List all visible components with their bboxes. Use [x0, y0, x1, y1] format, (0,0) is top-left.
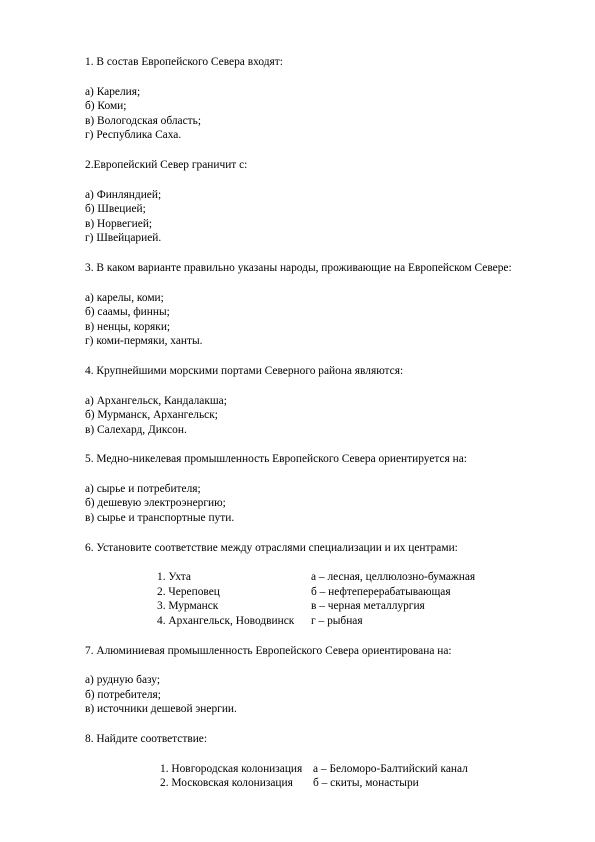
question-3-options: [85, 291, 545, 349]
question-2-options: [85, 188, 545, 246]
option: б) саамы, финны;: [85, 306, 170, 319]
option: в) ненцы, коряки;: [85, 320, 171, 333]
option: а) Карелия;: [85, 85, 141, 98]
match-right: а – лесная, целлюлозно-бумажная: [311, 571, 476, 584]
option: б) Мурманск, Архангельск;: [85, 409, 218, 422]
option: в) Салехард, Диксон.: [85, 423, 187, 436]
option: г) Швейцарией.: [85, 232, 162, 245]
match-right: в – черная металлургия: [311, 600, 425, 613]
match-left: 1. Ухта: [157, 571, 191, 584]
option: б) потребителя;: [85, 688, 161, 701]
option: в) Норвегией;: [85, 217, 153, 230]
match-left: 1. Новгородская колонизация: [160, 762, 303, 775]
match-left: 2. Череповец: [157, 585, 220, 598]
question-3: 3. В каком варианте правильно указаны народы, проживающие на Европейском Севере:: [85, 261, 512, 274]
match-left: 2. Московская колонизация: [160, 777, 293, 790]
quiz-content: [85, 55, 545, 806]
table-row: [157, 585, 475, 600]
question-8-matching-table: [160, 762, 468, 791]
table-row: [157, 570, 475, 585]
question-6-matching-table: [157, 570, 475, 628]
option: а) рудную базу;: [85, 674, 160, 687]
match-left: 4. Архангельск, Новодвинск: [157, 615, 295, 628]
match-right: б – скиты, монастыри: [313, 777, 419, 790]
question-4: 4. Крупнейшими морскими портами Северного района являются:: [85, 364, 404, 377]
question-7: 7. Алюминиевая промышленность Европейского Севера ориентирована на:: [85, 644, 452, 657]
option: в) сырье и транспортные пути.: [85, 512, 235, 525]
question-7-options: [85, 673, 545, 717]
table-row: [160, 776, 468, 791]
option: б) дешевую электроэнергию;: [85, 497, 226, 510]
option: в) Вологодская область;: [85, 114, 201, 127]
question-6: 6. Установите соответствие между отраслями специализации и их центрами:: [85, 541, 458, 554]
match-right: а – Беломоро-Балтийский канал: [313, 762, 468, 775]
question-2: 2.Европейский Север граничит с:: [85, 158, 248, 171]
option: б) Швецией;: [85, 203, 146, 216]
table-row: [160, 762, 468, 777]
match-right: б – нефтеперерабатывающая: [311, 585, 451, 598]
question-5-options: [85, 482, 545, 526]
option: а) Финляндией;: [85, 188, 162, 201]
match-left: 3. Мурманск: [157, 600, 219, 613]
option: б) Коми;: [85, 100, 127, 113]
option: а) карелы, коми;: [85, 291, 164, 304]
question-1-options: [85, 85, 545, 143]
question-4-options: [85, 394, 545, 438]
table-row: [157, 599, 475, 614]
option: в) источники дешевой энергии.: [85, 703, 237, 716]
question-5: 5. Медно-никелевая промышленность Европейского Севера ориентируется на:: [85, 453, 467, 466]
question-1: 1. В состав Европейского Севера входят:: [85, 56, 283, 68]
match-right: г – рыбная: [311, 615, 363, 628]
question-8: 8. Найдите соответствие:: [85, 733, 208, 745]
option: г) коми-пермяки, ханты.: [85, 335, 203, 348]
option: а) Архангельск, Кандалакша;: [85, 394, 227, 407]
table-row: [157, 614, 475, 629]
option: а) сырье и потребителя;: [85, 482, 201, 495]
option: г) Республика Саха.: [85, 129, 182, 142]
